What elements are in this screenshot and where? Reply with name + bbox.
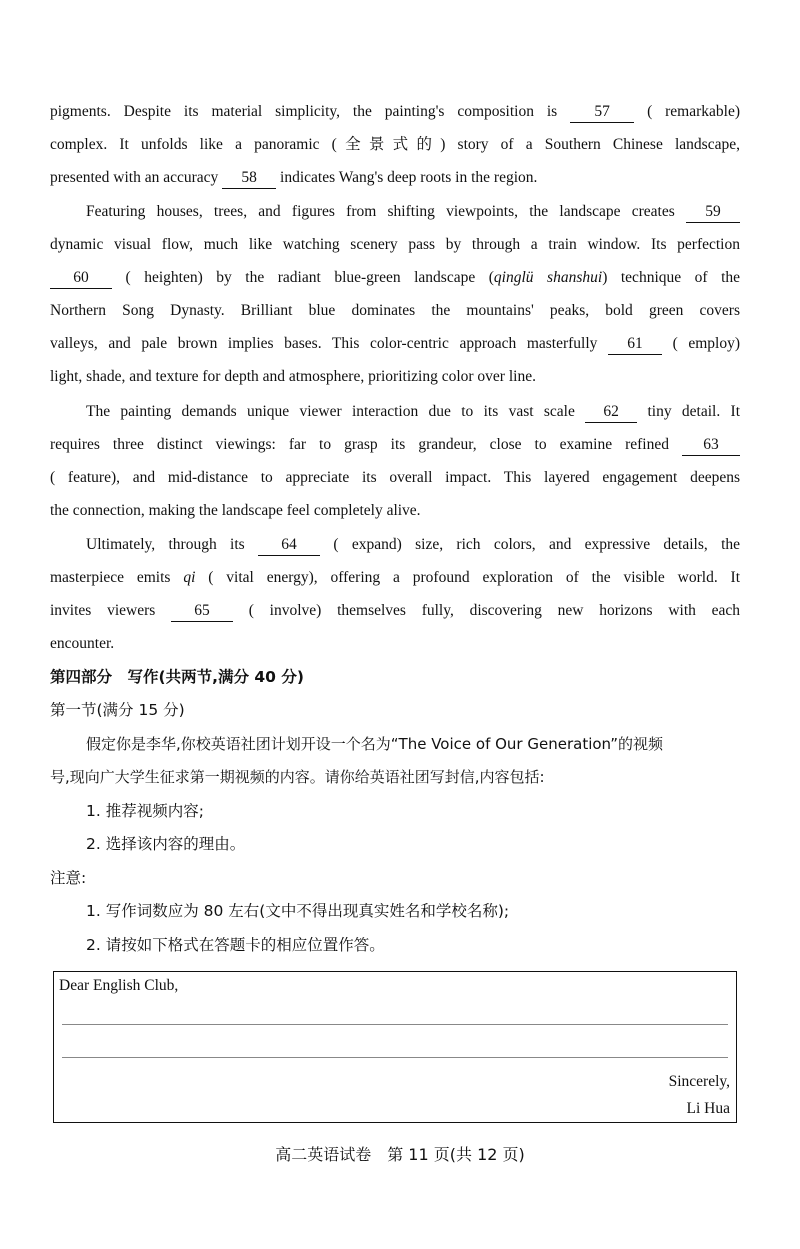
passage-line [50,294,740,327]
passage-text: masterpiece emits [50,569,171,586]
passage-text: ( remarkable) [647,103,741,120]
passage-line [50,327,740,360]
passage-text: requires three distinct viewings: far to grasp its grandeur, close to examine refined [50,436,669,453]
passage-line [50,561,740,594]
passage-text: Featuring houses, trees, and figures from shifting viewpoints, the landscape creates [86,203,675,220]
blank-59: 59 [686,202,740,223]
note-item: 2. 请按如下格式在答题卡的相应位置作答。 [86,936,385,954]
passage-text: tiny detail. It [647,403,741,420]
passage-text: ) technique of the [602,269,741,286]
passage-text: complex. It unfolds like a panoramic ( [50,136,337,153]
passage-line [50,594,740,627]
letter-signature: Li Hua [686,1100,730,1117]
passage-line [50,261,740,294]
section-heading: 第四部分 写作(共两节,满分 40 分) [50,668,304,686]
passage-text: the connection, making the landscape feel completely alive. [50,502,421,519]
blank-62: 62 [585,402,637,423]
passage-line [50,494,740,527]
passage-line [50,627,740,660]
passage-text: ( expand) size, rich colors, and expressive details, the [333,536,741,553]
writing-prompt: 假定你是李华,你校英语社团计划开设一个名为“The Voice of Our Generation”的视频 [86,735,663,753]
passage-text: ( feature), and mid-distance to appreciate its overall impact. This layered engagement deepens [50,469,740,486]
requirement-item: 2. 选择该内容的理由。 [86,835,246,853]
letter-closing: Sincerely, [668,1073,730,1090]
writing-prompt: 号,现向广大学生征求第一期视频的内容。请你给英语社团写封信,内容包括: [50,768,545,786]
requirement-item: 1. 推荐视频内容; [86,802,204,820]
blank-63: 63 [682,435,740,456]
blank-57: 57 [570,102,634,123]
passage-line [86,395,740,428]
blank-65: 65 [171,601,233,622]
page-footer: 高二英语试卷 第 11 页(共 12 页) [275,1145,525,1164]
passage-text: indicates Wang's deep roots in the region. [280,169,538,186]
note-item: 1. 写作词数应为 80 左右(文中不得出现真实姓名和学校名称); [86,902,510,920]
passage-text: light, shade, and texture for depth and atmosphere, prioritizing color over line. [50,368,536,385]
passage-text: valleys, and pale brown implies bases. This color-centric approach masterfully [50,335,598,352]
italic-term: qinglü shanshui [493,269,603,286]
part-heading: 第一节(满分 15 分) [50,701,185,719]
passage-text: invites viewers [50,602,156,619]
letter-greeting: Dear English Club, [59,977,179,994]
blank-60: 60 [50,268,112,289]
passage-text: pigments. Despite its material simplicity, the painting's composition is [50,103,558,120]
passage-line [86,195,740,228]
answer-format-box [53,971,737,1123]
blank-64: 64 [258,535,320,556]
passage-text: encounter. [50,635,115,652]
chinese-gloss: 全景式的 [336,135,441,153]
passage-line [50,461,740,494]
writing-line [62,1024,728,1025]
passage-text: presented with an accuracy [50,169,219,186]
passage-line [50,95,740,128]
passage-line [50,161,740,194]
passage-line [86,528,740,561]
passage-text: ( employ) [672,335,741,352]
blank-61: 61 [608,334,662,355]
passage-line [50,360,740,393]
passage-text: ( heighten) by the radiant blue-green landscape ( [125,269,494,286]
blank-58: 58 [222,168,276,189]
passage-text: Ultimately, through its [86,536,245,553]
passage-text: ( vital energy), offering a profound exploration of the visible world. It [208,569,741,586]
writing-line [62,1057,728,1058]
passage-text: Northern Song Dynasty. Brilliant blue dominates the mountains' peaks, bold green covers [50,302,740,319]
passage-text: dynamic visual flow, much like watching scenery pass by through a train window. Its perfection [50,236,740,253]
italic-term: qi [183,569,196,586]
passage-line [50,128,740,161]
note-label: 注意: [50,869,87,887]
passage-line [50,428,740,461]
passage-text: The painting demands unique viewer interaction due to its vast scale [86,403,575,420]
passage-text: ) story of a Southern Chinese landscape, [440,136,740,153]
passage-line [50,228,740,261]
passage-text: ( involve) themselves fully, discovering new horizons with each [248,602,741,619]
